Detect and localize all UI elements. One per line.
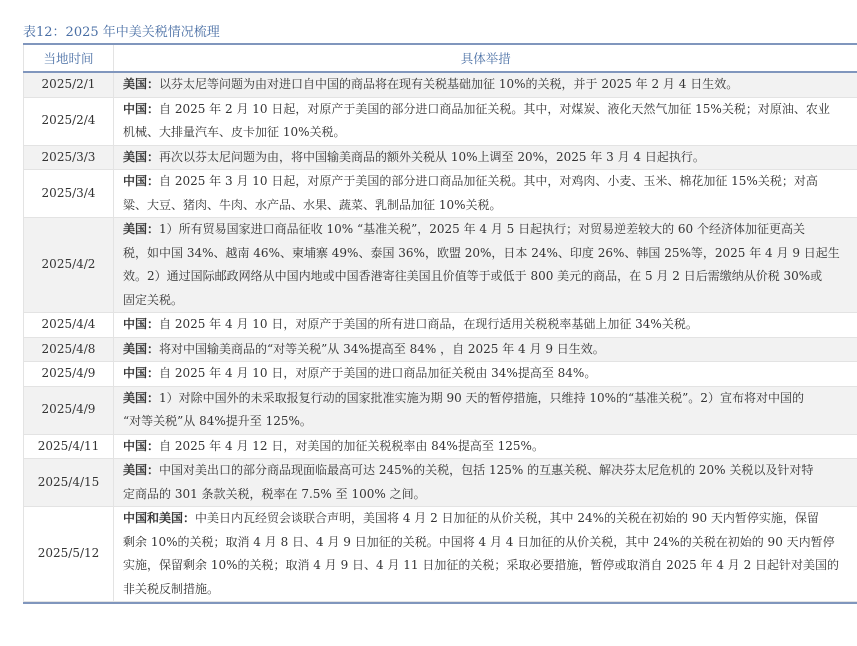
party-label: 美国：	[123, 463, 160, 477]
row-measure	[114, 145, 857, 170]
party-label: 中国：	[123, 366, 160, 380]
row-date: 2025/4/2	[24, 218, 114, 313]
measure-text: 以芬太尼等问题为由对进口自中国的商品将在现有关税基础加征 10%的关税，并于 2025 年 2 月 4 日生效。	[159, 77, 739, 91]
measure-line	[123, 313, 857, 337]
row-date: 2025/4/4	[24, 313, 114, 338]
measure-line	[123, 73, 857, 97]
row-measure	[114, 459, 857, 507]
table-row	[24, 145, 857, 170]
table-row	[24, 459, 857, 507]
party-label: 美国：	[123, 222, 160, 236]
row-measure	[114, 386, 857, 434]
measure-text: “对等关税”从 84%提升至 125%。	[123, 414, 312, 428]
measure-line	[123, 218, 857, 242]
measure-line	[123, 435, 857, 459]
row-date: 2025/4/9	[24, 362, 114, 387]
party-label: 美国：	[123, 149, 160, 164]
row-measure	[114, 72, 857, 97]
row-date: 2025/4/15	[24, 459, 114, 507]
table-body	[24, 72, 857, 602]
measure-text: 税，如中国 34%、越南 46%、柬埔寨 49%、泰国 36%，欧盟 20%，日本 24%、印度 26%、韩国 25%等，2025 年 4 月 9 日起生	[123, 245, 840, 260]
table-row	[24, 507, 857, 602]
measure-text: 固定关税。	[123, 292, 184, 307]
party-label: 美国：	[123, 77, 160, 91]
row-measure	[114, 218, 857, 313]
row-date: 2025/4/8	[24, 337, 114, 362]
table-row	[24, 170, 857, 218]
header-measure: 具体举措	[114, 45, 857, 72]
measure-text: 剩余 10%的关税；取消 4 月 8 日、4 月 9 日加征的关税。中国将 4 月 4 日加征的从价关税，其中 24%的关税在初始的 90 天内暂停	[123, 534, 835, 549]
measure-text: 中美日内瓦经贸会谈联合声明，美国将 4 月 2 日加征的从价关税，其中 24%的关税在初始的 90 天内暂停实施，保留	[195, 511, 819, 525]
table-row	[24, 218, 857, 313]
measure-line	[123, 554, 857, 578]
row-measure	[114, 507, 857, 602]
row-measure	[114, 313, 857, 338]
table-row	[24, 434, 857, 459]
measure-line	[123, 265, 857, 289]
measure-text: 自 2025 年 4 月 10 日，对原产于美国的所有进口商品，在现行适用关税税率基础上加征 34%关税。	[159, 317, 698, 331]
measure-text: 自 2025 年 4 月 10 日，对原产于美国的进口商品加征关税由 34%提高至 84%。	[159, 366, 597, 380]
measure-line	[123, 483, 857, 507]
party-label: 中国和美国：	[123, 511, 196, 525]
measure-text: 中国对美出口的部分商品现面临最高可达 245%的关税，包括 125% 的互惠关税、解决芬太尼危机的 20% 关税以及针对特	[159, 463, 814, 477]
measure-text: 自 2025 年 2 月 10 日起，对原产于美国的部分进口商品加征关税。其中，对煤炭、液化天然气加征 15%关税；对原油、农业	[159, 101, 830, 116]
row-measure	[114, 434, 857, 459]
tariff-table-container	[23, 43, 857, 604]
table-caption: 表12：2025 年中美关税情况梳理	[23, 25, 220, 40]
tariff-table	[23, 45, 857, 602]
row-date: 2025/3/3	[24, 145, 114, 170]
measure-text: 粱、大豆、猪肉、牛肉、水产品、水果、蔬菜、乳制品加征 10%关税。	[123, 197, 502, 212]
measure-line	[123, 121, 857, 145]
party-label: 中国：	[123, 317, 160, 331]
party-label: 美国：	[123, 390, 160, 405]
table-header-row	[24, 45, 857, 72]
party-label: 美国：	[123, 341, 160, 356]
measure-text: 自 2025 年 3 月 10 日起，对原产于美国的部分进口商品加征关税。其中，对鸡肉、小麦、玉米、棉花加征 15%关税；对高	[159, 174, 818, 188]
row-date: 2025/5/12	[24, 507, 114, 602]
row-measure	[114, 97, 857, 145]
row-date: 2025/2/1	[24, 72, 114, 97]
measure-line	[123, 146, 857, 170]
measure-line	[123, 507, 857, 531]
header-date: 当地时间	[24, 45, 114, 72]
measure-line	[123, 362, 857, 386]
measure-text: 将对中国输美商品的“对等关税”从 34%提高至 84% ，自 2025 年 4 月 9 日生效。	[159, 341, 605, 356]
row-date: 2025/2/4	[24, 97, 114, 145]
measure-line	[123, 289, 857, 313]
row-measure	[114, 362, 857, 387]
measure-text: 效。2）通过国际邮政网络从中国内地或中国香港寄往美国且价值等于或低于 800 美元的商品，在 5 月 2 日后需缴纳从价税 30%或	[123, 269, 823, 283]
table-row	[24, 337, 857, 362]
measure-line	[123, 170, 857, 194]
measure-line	[123, 387, 857, 411]
measure-line	[123, 242, 857, 266]
table-row	[24, 97, 857, 145]
party-label: 中国：	[123, 101, 160, 116]
row-measure	[114, 337, 857, 362]
row-date: 2025/3/4	[24, 170, 114, 218]
row-measure	[114, 170, 857, 218]
measure-text: 自 2025 年 4 月 12 日，对美国的加征关税税率由 84%提高至 125%。	[159, 438, 544, 453]
measure-text: 定商品的 301 条款关税，税率在 7.5% 至 100% 之间。	[123, 486, 426, 501]
measure-line	[123, 194, 857, 218]
party-label: 中国：	[123, 438, 160, 453]
measure-line	[123, 98, 857, 122]
measure-line	[123, 578, 857, 602]
measure-line	[123, 531, 857, 555]
table-row	[24, 72, 857, 97]
party-label: 中国：	[123, 174, 160, 188]
table-row	[24, 362, 857, 387]
table-row	[24, 313, 857, 338]
measure-line	[123, 459, 857, 483]
measure-text: 非关税反制措施。	[123, 581, 220, 596]
measure-line	[123, 338, 857, 362]
table-row	[24, 386, 857, 434]
measure-text: 1）所有贸易国家进口商品征收 10% “基准关税”，2025 年 4 月 5 日起执行；对贸易逆差较大的 60 个经济体加征更高关	[159, 222, 806, 236]
measure-text: 1）对除中国外的未采取报复行动的国家批准实施为期 90 天的暂停措施，只维持 10%的“基准关税”。2）宣布将对中国的	[159, 390, 804, 405]
measure-text: 实施，保留剩余 10%的关税；取消 4 月 9 日、4 月 11 日加征的关税；采取必要措施，暂停或取消自 2025 年 4 月 2 日起针对美国的	[123, 558, 840, 572]
measure-line	[123, 410, 857, 434]
measure-text: 再次以芬太尼问题为由，将中国输美商品的额外关税从 10%上调至 20%，2025 年 3 月 4 日起执行。	[159, 149, 705, 164]
row-date: 2025/4/9	[24, 386, 114, 434]
measure-text: 机械、大排量汽车、皮卡加征 10%关税。	[123, 125, 346, 139]
row-date: 2025/4/11	[24, 434, 114, 459]
